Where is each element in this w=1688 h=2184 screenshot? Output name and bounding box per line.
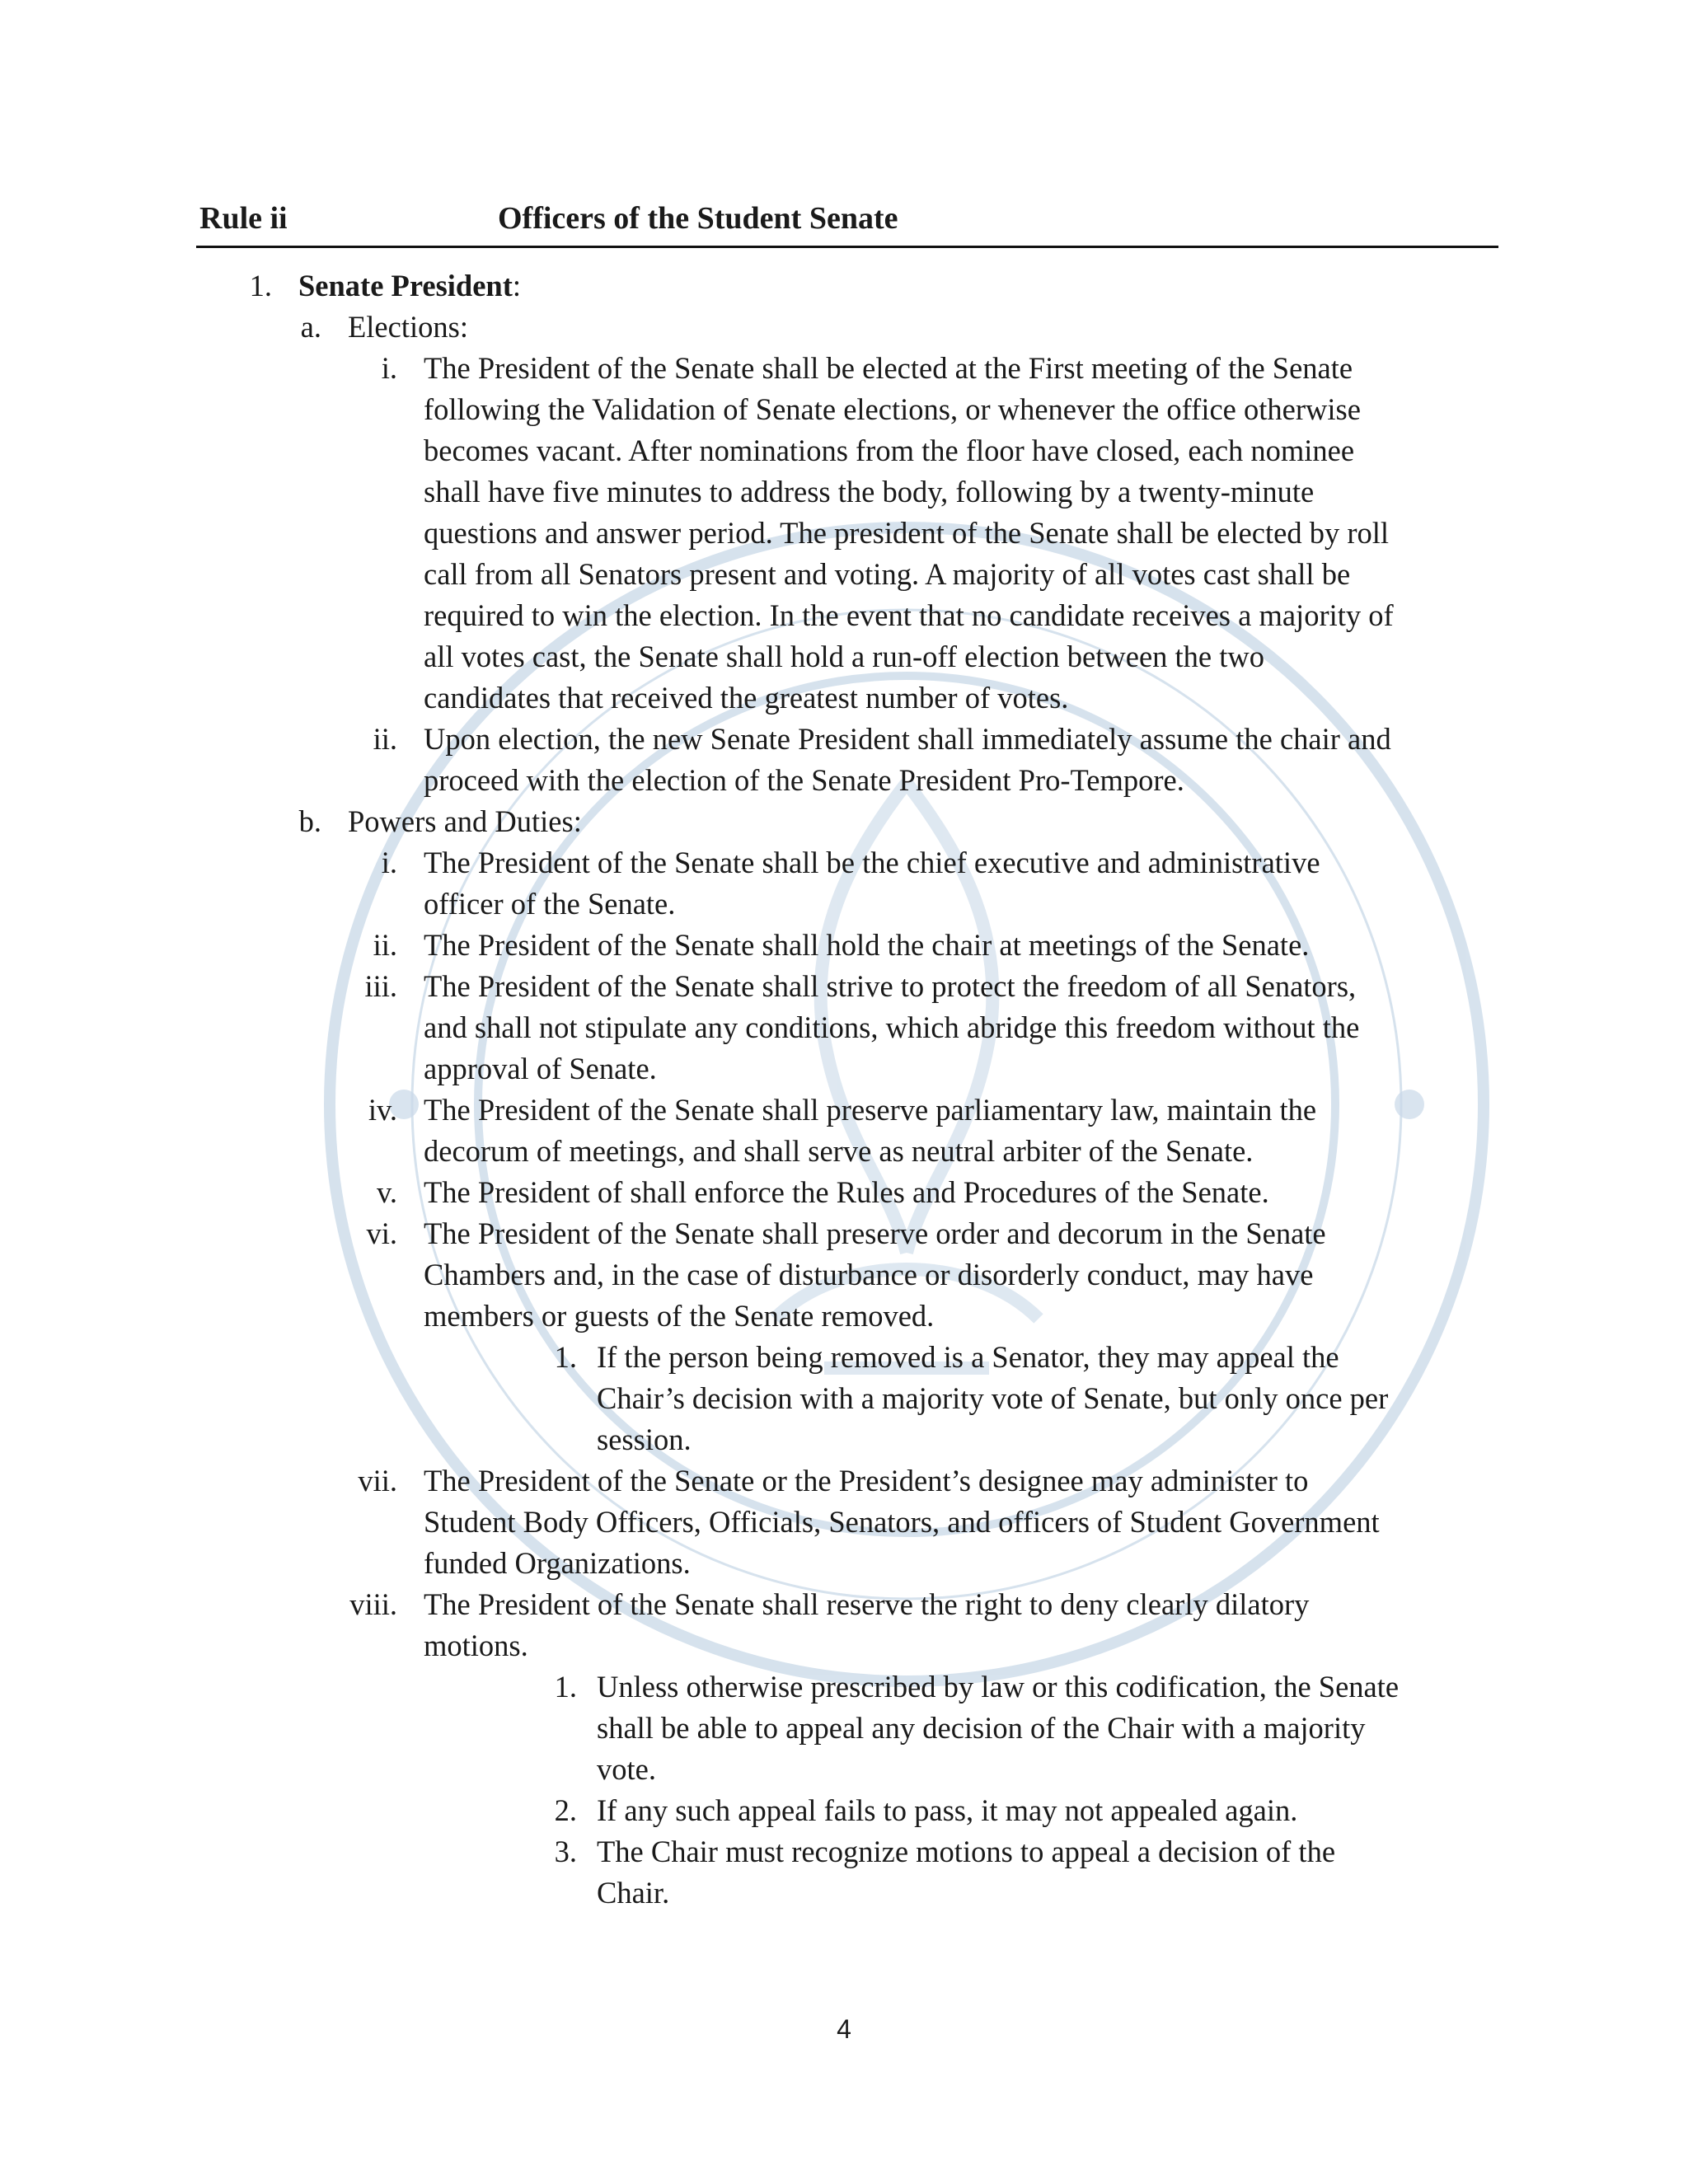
- rule-header: [196, 196, 1498, 248]
- item-b-iii-line: The President of the Senate shall strive to protect the freedom of all Senators,: [424, 969, 1357, 1003]
- section-1-title-suffix: :: [512, 269, 522, 302]
- item-b-i-marker: i.: [381, 846, 397, 879]
- rule-title: Officers of the Student Senate: [498, 201, 898, 236]
- item-a-i-line: The President of the Senate shall be elected at the First meeting of the Senate: [424, 351, 1353, 385]
- item-b-v-line: The President of shall enforce the Rules and Procedures of the Senate.: [424, 1175, 1269, 1209]
- item-a-ii-line: proceed with the election of the Senate President Pro-Tempore.: [424, 763, 1184, 797]
- item-b-i-line: The President of the Senate shall be the chief executive and administrative: [424, 846, 1320, 879]
- item-b-iv-marker: iv.: [368, 1093, 397, 1127]
- section-1-heading: [298, 265, 521, 307]
- item-b-iii-line: and shall not stipulate any conditions, which abridge this freedom without the: [424, 1010, 1360, 1044]
- item-a-i-line: call from all Senators present and voting. A majority of all votes cast shall be: [424, 557, 1351, 591]
- item-b-viii-line: motions.: [424, 1629, 528, 1662]
- section-1-title: Senate President: [298, 269, 513, 302]
- item-b-viii-marker: viii.: [349, 1587, 397, 1621]
- item-b-vii-marker: vii.: [358, 1464, 397, 1497]
- item-a-ii-line: Upon election, the new Senate President shall immediately assume the chair and: [424, 722, 1391, 756]
- item-a-i-line: questions and answer period. The president of the Senate shall be elected by roll: [424, 516, 1390, 550]
- item-b-iv-line: The President of the Senate shall preserve parliamentary law, maintain the: [424, 1093, 1317, 1127]
- item-b-viii-3-line: Chair.: [597, 1876, 670, 1910]
- item-b-viii-1-line: Unless otherwise prescribed by law or this codification, the Senate: [597, 1670, 1400, 1704]
- subsection-a-label: Elections:: [348, 310, 468, 344]
- item-b-iii-line: approval of Senate.: [424, 1052, 657, 1085]
- item-b-vi-1-line: session.: [597, 1422, 692, 1456]
- item-a-i-line: all votes cast, the Senate shall hold a run-off election between the two: [424, 640, 1264, 673]
- item-a-i-line: following the Validation of Senate elections, or whenever the office otherwise: [424, 392, 1361, 426]
- item-b-ii-line: The President of the Senate shall hold the chair at meetings of the Senate.: [424, 928, 1310, 962]
- item-b-viii-3-marker: 3.: [554, 1835, 577, 1868]
- subsection-a-marker: a.: [300, 310, 321, 344]
- item-b-vii-line: The President of the Senate or the President’s designee may administer to: [424, 1464, 1309, 1497]
- item-b-vi-1-marker: 1.: [554, 1340, 577, 1374]
- item-b-vi-line: Chambers and, in the case of disturbance or disorderly conduct, may have: [424, 1258, 1314, 1291]
- item-a-ii-marker: ii.: [373, 722, 397, 756]
- item-b-viii-1-line: shall be able to appeal any decision of the Chair with a majority: [597, 1711, 1366, 1745]
- item-b-vii-line: funded Organizations.: [424, 1546, 691, 1580]
- item-a-i-line: candidates that received the greatest number of votes.: [424, 681, 1069, 715]
- subsection-b-label: Powers and Duties:: [348, 804, 582, 838]
- item-b-vii-line: Student Body Officers, Officials, Senators, and officers of Student Government: [424, 1505, 1380, 1539]
- item-b-vi-1-line: Chair’s decision with a majority vote of Senate, but only once per: [597, 1381, 1389, 1415]
- item-b-vi-1-line: If the person being removed is a Senator, they may appeal the: [597, 1340, 1339, 1374]
- item-b-iii-marker: iii.: [364, 969, 397, 1003]
- page-number: 4: [837, 2014, 851, 2044]
- item-b-ii-marker: ii.: [373, 928, 397, 962]
- item-a-i-line: becomes vacant. After nominations from the floor have closed, each nominee: [424, 434, 1355, 467]
- item-b-viii-3-line: The Chair must recognize motions to appeal a decision of the: [597, 1835, 1336, 1868]
- item-b-v-marker: v.: [376, 1175, 397, 1209]
- item-a-i-line: required to win the election. In the event that no candidate receives a majority of: [424, 598, 1394, 632]
- item-b-viii-1-marker: 1.: [554, 1670, 577, 1704]
- item-b-vi-line: members or guests of the Senate removed.: [424, 1299, 935, 1333]
- subsection-b-marker: b.: [298, 804, 321, 838]
- section-1-marker: 1.: [249, 269, 272, 302]
- item-a-i-line: shall have five minutes to address the body, following by a twenty-minute: [424, 475, 1315, 509]
- item-a-i-marker: i.: [381, 351, 397, 385]
- item-b-i-line: officer of the Senate.: [424, 887, 676, 921]
- item-b-iv-line: decorum of meetings, and shall serve as neutral arbiter of the Senate.: [424, 1134, 1254, 1168]
- item-b-viii-2-marker: 2.: [554, 1793, 577, 1827]
- item-b-viii-1-line: vote.: [597, 1752, 656, 1786]
- item-b-viii-2-line: If any such appeal fails to pass, it may not appealed again.: [597, 1793, 1298, 1827]
- rule-number: Rule ii: [199, 201, 288, 236]
- item-b-vi-line: The President of the Senate shall preserve order and decorum in the Senate: [424, 1216, 1326, 1250]
- item-b-vi-marker: vi.: [366, 1216, 397, 1250]
- item-b-viii-line: The President of the Senate shall reserve the right to deny clearly dilatory: [424, 1587, 1310, 1621]
